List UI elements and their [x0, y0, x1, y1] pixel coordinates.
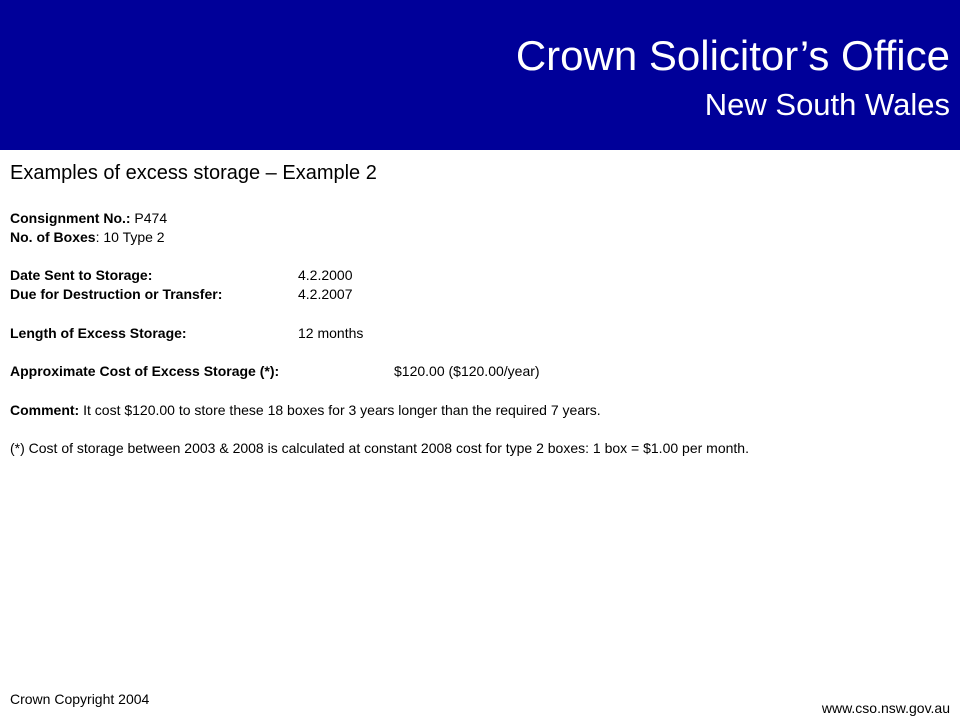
consignment-label: Consignment No.:	[10, 210, 131, 226]
copyright-text: Crown Copyright 2004	[10, 691, 150, 707]
footnote: (*) Cost of storage between 2003 & 2008 is calculated at constant 2008 cost for type 2 boxes: 1 box = $1.00 per month.	[10, 440, 749, 456]
cost-line	[10, 362, 279, 380]
boxes-line	[10, 228, 165, 246]
comment-line	[10, 401, 601, 419]
website-url: www.cso.nsw.gov.au	[821, 700, 950, 716]
due-value: 4.2.2007	[298, 286, 353, 302]
length-label: Length of Excess Storage:	[10, 325, 187, 341]
due-line	[10, 285, 222, 303]
comment-label: Comment:	[10, 402, 80, 418]
length-value: 12 months	[298, 325, 364, 341]
cost-value: $120.00 ($120.00/year)	[394, 363, 540, 379]
date-sent-label: Date Sent to Storage:	[10, 267, 153, 283]
organization-subtitle: New South Wales	[704, 87, 950, 122]
header-banner	[0, 0, 960, 150]
boxes-value: : 10 Type 2	[95, 229, 165, 245]
comment-value: It cost $120.00 to store these 18 boxes for 3 years longer than the required 7 years.	[79, 402, 601, 418]
boxes-label: No. of Boxes	[10, 229, 96, 245]
consignment-line	[10, 209, 167, 227]
organization-title: Crown Solicitor’s Office	[515, 32, 950, 79]
date-sent-value: 4.2.2000	[298, 267, 353, 283]
consignment-value: P474	[130, 210, 168, 226]
slide-heading: Examples of excess storage – Example 2	[10, 162, 377, 184]
date-sent-line	[10, 266, 152, 284]
length-line	[10, 324, 187, 342]
due-label: Due for Destruction or Transfer:	[10, 286, 223, 302]
cost-label: Approximate Cost of Excess Storage (*):	[10, 363, 280, 379]
